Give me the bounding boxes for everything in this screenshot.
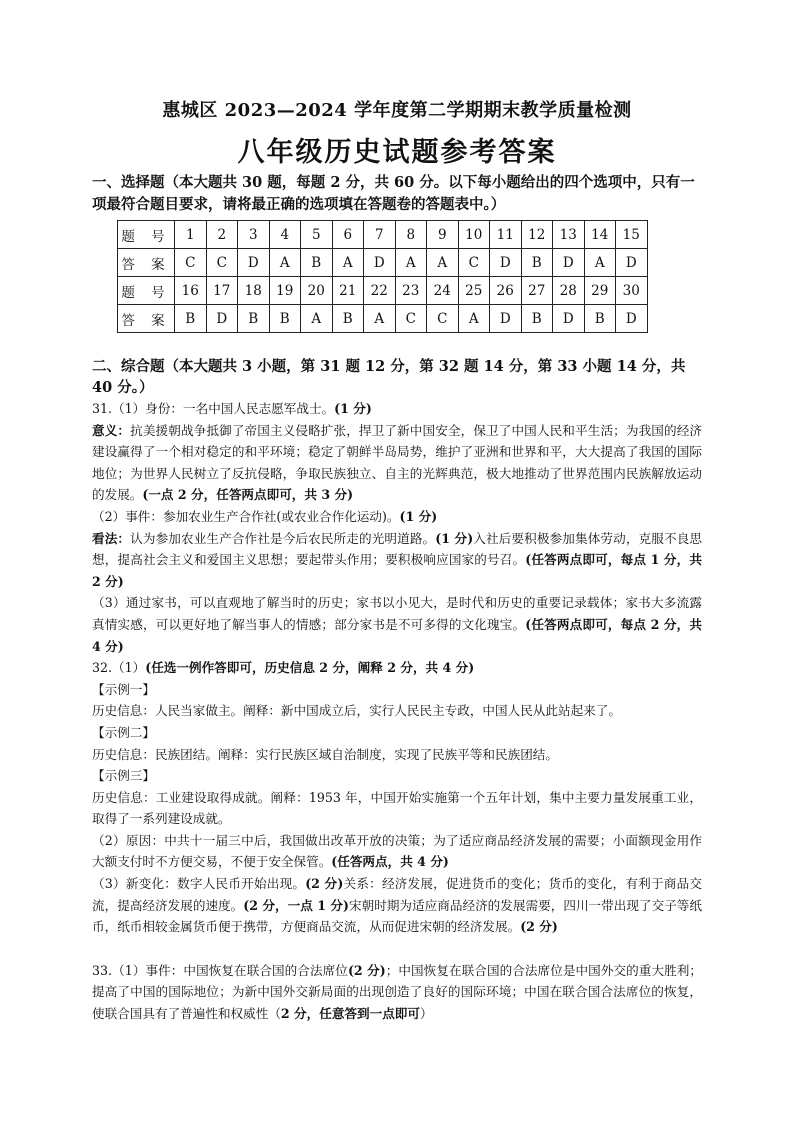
table-row-answers-1 <box>118 249 648 277</box>
score-note: (1 分) <box>435 530 474 546</box>
table-row-numbers-1 <box>118 221 648 249</box>
q33-significance-text: ；中国恢复在联合国的合法席位是中国外交的重大胜利；提高了中国的国际地位；为新中国外交新局面的出现创造了良好的国际环境；中国在联合国合法席位的恢复，使联合国具有了普遍性和权威性（ <box>92 962 702 1022</box>
ans-cell: D <box>553 305 585 333</box>
num-cell: 25 <box>458 277 490 305</box>
num-cell: 22 <box>364 277 396 305</box>
score-note: (任答两点即可，每点 2 分，共 4 分) <box>92 616 702 654</box>
num-cell: 24 <box>427 277 459 305</box>
q31-opinion <box>92 528 702 593</box>
num-cell: 14 <box>584 221 616 249</box>
q31-significance-text: 抗美援朝战争抵御了帝国主义侵略扩张，捍卫了新中国安全，保卫了中国人民和平生活；为我国的经济建设赢得了一个相对稳定的和平环境；稳定了朝鲜半岛局势，维护了亚洲和世界和平，大大提高了我国的国际地位；为世界人民树立了反抗侵略，争取民族独立、自主的光辉典范，极大地推动了世界范围内民族解放运动的发展。 <box>92 422 703 503</box>
ans-cell: A <box>458 305 490 333</box>
num-cell: 2 <box>206 221 238 249</box>
ans-cell: C <box>395 305 427 333</box>
score-note: (任选一例作答即可，历史信息 2 分，阐释 2 分，共 4 分) <box>145 660 475 676</box>
q32-example2: 历史信息：民族团结。阐释：实行民族区域自治制度，实现了民族平等和民族团结。 <box>92 746 558 762</box>
score-note: (2 分，一点 1 分) <box>243 897 349 913</box>
section-1-heading: 一、选择题（本大题共 30 题，每题 2 分，共 60 分。以下每小题给出的四个选项中，只有一项最符合题目要求，请将最正确的选项填在答题卷的答题表中。） <box>92 174 695 213</box>
label-significance: 意义： <box>92 422 131 438</box>
num-cell: 8 <box>395 221 427 249</box>
table-row-numbers-2 <box>118 277 648 305</box>
q32-part1-label: 32.（1） <box>92 660 146 676</box>
num-cell: 11 <box>490 221 522 249</box>
q31-event-text: （2）事件：参加农业生产合作社(或农业合作化运动)。 <box>92 508 400 524</box>
num-cell: 29 <box>584 277 616 305</box>
ans-label-cell: 答 案 <box>118 305 175 333</box>
ans-cell: D <box>490 249 522 277</box>
ans-cell: A <box>332 249 364 277</box>
score-note: (一点 2 分，任答两点即可，共 3 分) <box>142 487 354 503</box>
ans-cell: A <box>395 249 427 277</box>
ans-cell: D <box>490 305 522 333</box>
ans-cell: A <box>301 305 333 333</box>
ans-cell: A <box>269 249 301 277</box>
ans-cell: B <box>175 305 207 333</box>
ans-cell: B <box>521 249 553 277</box>
q32-example2-label: 【示例二】 <box>92 724 155 740</box>
num-cell: 18 <box>238 277 270 305</box>
q32-reason-text: （2）原因：中共十一届三中后，我国做出改革开放的决策；为了适应商品经济发展的需要；小面额现金用作大额支付时不方便交易，不便于安全保管。 <box>92 832 702 870</box>
num-cell: 6 <box>332 221 364 249</box>
num-cell: 21 <box>332 277 364 305</box>
ans-cell: B <box>238 305 270 333</box>
q32-example1-label: 【示例一】 <box>92 681 155 697</box>
exam-title: 惠城区 2023—2024 学年度第二学期期末教学质量检测 <box>162 100 632 121</box>
ans-cell: C <box>175 249 207 277</box>
score-note: (2 分) <box>305 876 344 892</box>
ans-cell: B <box>269 305 301 333</box>
q32-relation-text: 关系：经济发展，促进货币的变化；货币的变化，有利于商品交流，提高经济发展的速度。 <box>92 876 702 913</box>
num-cell: 15 <box>616 221 648 249</box>
exam-subtitle: 八年级历史试题参考答案 <box>237 137 557 168</box>
ans-cell: C <box>458 249 490 277</box>
score-note: (1 分) <box>334 401 372 416</box>
num-cell: 30 <box>616 277 648 305</box>
score-note: (任答两点，共 4 分) <box>331 854 449 870</box>
num-cell: 26 <box>490 277 522 305</box>
q31-opinion-text-a: 认为参加农业生产合作社是今后农民所走的光明道路。 <box>130 530 436 546</box>
q32-song-text: 宋朝时期为适应商品经济的发展需要，四川一带出现了交子等纸币，纸币相较金属货币便于携带，方便商品交流，从而促进宋朝的经济发展。 <box>92 897 703 935</box>
q32-example3-label: 【示例三】 <box>92 768 155 784</box>
score-note: (任答两点即可，每点 1 分，共 2 分) <box>92 552 702 589</box>
ans-cell: D <box>206 305 238 333</box>
q31-identity-text: 31.（1）身份：一名中国人民志愿军战士。 <box>92 401 335 416</box>
ans-cell: B <box>332 305 364 333</box>
ans-cell: A <box>427 249 459 277</box>
num-cell: 10 <box>458 221 490 249</box>
q32-change-text: （3）新变化：数字人民币开始出现。 <box>92 876 306 892</box>
section-2-heading: 二、综合题（本大题共 3 小题，第 31 题 12 分，第 32 题 14 分，第 33 小题 14 分，共 40 分。） <box>92 358 686 396</box>
num-cell: 16 <box>175 277 207 305</box>
num-label-cell: 题 号 <box>118 277 175 305</box>
label-opinion: 看法： <box>92 530 131 546</box>
num-cell: 27 <box>521 277 553 305</box>
num-cell: 19 <box>269 277 301 305</box>
q32-part2 <box>92 830 702 873</box>
num-cell: 3 <box>238 221 270 249</box>
q33-event-text: 33.（1）事件：中国恢复在联合国的合法席位 <box>92 962 348 978</box>
ans-cell: B <box>584 305 616 333</box>
q33-part1 <box>92 960 702 1025</box>
answer-table <box>117 220 648 333</box>
closing-paren: ） <box>420 1006 433 1022</box>
num-cell: 23 <box>395 277 427 305</box>
answer-body <box>92 398 702 1025</box>
q31-opinion-text-b: 入社后要积极参加集体劳动，克服不良思想，提高社会主义和爱国主义思想；要起带头作用；要积极响应国家的号召。 <box>92 530 703 568</box>
num-cell: 1 <box>175 221 207 249</box>
score-note: (2 分) <box>520 919 558 935</box>
ans-cell: B <box>301 249 333 277</box>
score-note: (1 分) <box>399 508 438 524</box>
q31-letters-text: （3）通过家书，可以直观地了解当时的历史；家书以小见大，是时代和历史的重要记录载体；家书大多流露真情实感，可以更好地了解当事人的情感；部分家书是不可多得的文化瑰宝。 <box>92 595 702 632</box>
q31-part1 <box>92 398 702 420</box>
table-row-answers-2 <box>118 305 648 333</box>
num-cell: 12 <box>521 221 553 249</box>
ans-cell: B <box>521 305 553 333</box>
ans-cell: D <box>616 249 648 277</box>
ans-cell: C <box>206 249 238 277</box>
ans-label-cell: 答 案 <box>118 249 175 277</box>
q31-part3 <box>92 592 702 657</box>
num-label-cell: 题 号 <box>118 221 175 249</box>
num-cell: 20 <box>301 277 333 305</box>
num-cell: 9 <box>427 221 459 249</box>
spacer <box>92 938 702 960</box>
score-note: 2 分，任意答到一点即可 <box>280 1006 420 1022</box>
q32-part3 <box>92 873 702 938</box>
num-cell: 4 <box>269 221 301 249</box>
num-cell: 5 <box>301 221 333 249</box>
q32-example1: 历史信息：人民当家做主。阐释：新中国成立后，实行人民民主专政，中国人民从此站起来了。 <box>92 703 621 719</box>
ans-cell: C <box>427 305 459 333</box>
q32-example3: 历史信息：工业建设取得成就。阐释：1953 年，中国开始实施第一个五年计划，集中主要力量发展重工业，取得了一系列建设成就。 <box>92 789 702 827</box>
q31-part2 <box>92 506 702 528</box>
score-note: (2 分) <box>347 962 386 978</box>
num-cell: 7 <box>364 221 396 249</box>
q32-part1 <box>92 657 702 679</box>
num-cell: 13 <box>553 221 585 249</box>
ans-cell: D <box>553 249 585 277</box>
ans-cell: D <box>364 249 396 277</box>
ans-cell: A <box>364 305 396 333</box>
num-cell: 17 <box>206 277 238 305</box>
ans-cell: D <box>616 305 648 333</box>
q31-significance <box>92 420 702 506</box>
num-cell: 28 <box>553 277 585 305</box>
ans-cell: A <box>584 249 616 277</box>
ans-cell: D <box>238 249 270 277</box>
